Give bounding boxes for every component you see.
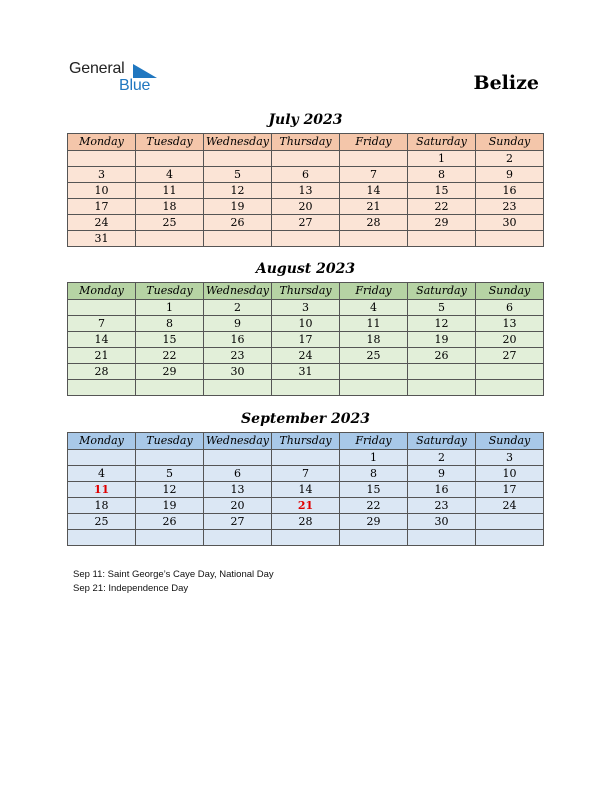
day-cell: 28 — [272, 514, 340, 530]
day-cell: 15 — [408, 183, 476, 199]
weekday-header: Saturday — [408, 283, 476, 300]
week-row — [68, 183, 544, 199]
day-cell: 24 — [68, 215, 136, 231]
logo-text-blue: Blue — [119, 77, 151, 94]
day-cell — [204, 231, 272, 247]
day-cell: 5 — [204, 167, 272, 183]
day-cell: 20 — [272, 199, 340, 215]
day-cell: 5 — [408, 300, 476, 316]
day-cell — [272, 380, 340, 396]
day-cell: 24 — [476, 498, 544, 514]
month-title-july: July 2023 — [268, 112, 343, 128]
day-cell: 20 — [476, 332, 544, 348]
weekday-header: Thursday — [272, 433, 340, 450]
day-cell: 7 — [340, 167, 408, 183]
day-cell — [272, 231, 340, 247]
day-cell: 30 — [476, 215, 544, 231]
day-cell: 27 — [272, 215, 340, 231]
day-cell: 27 — [204, 514, 272, 530]
day-cell — [68, 450, 136, 466]
week-row — [68, 167, 544, 183]
day-cell — [68, 300, 136, 316]
day-cell: 3 — [272, 300, 340, 316]
day-cell: 3 — [68, 167, 136, 183]
weekday-header-row — [68, 134, 544, 151]
day-cell: 8 — [408, 167, 476, 183]
day-cell — [408, 530, 476, 546]
day-cell: 18 — [136, 199, 204, 215]
day-cell: 11 — [136, 183, 204, 199]
weekday-header: Tuesday — [136, 433, 204, 450]
day-cell: 4 — [340, 300, 408, 316]
day-cell: 10 — [476, 466, 544, 482]
day-cell: 8 — [136, 316, 204, 332]
weekday-header: Monday — [68, 134, 136, 151]
weekday-header: Monday — [68, 433, 136, 450]
week-row — [68, 466, 544, 482]
calendar-july — [67, 133, 544, 247]
day-cell: 31 — [272, 364, 340, 380]
day-cell: 26 — [408, 348, 476, 364]
day-cell — [408, 231, 476, 247]
week-row — [68, 530, 544, 546]
month-title-august: August 2023 — [255, 261, 356, 277]
day-cell: 18 — [68, 498, 136, 514]
day-cell: 26 — [136, 514, 204, 530]
weekday-header: Wednesday — [204, 134, 272, 151]
day-cell — [476, 514, 544, 530]
day-cell: 17 — [68, 199, 136, 215]
day-cell — [204, 530, 272, 546]
weekday-header: Wednesday — [204, 283, 272, 300]
day-cell — [136, 380, 204, 396]
day-cell: 24 — [272, 348, 340, 364]
day-cell: 16 — [408, 482, 476, 498]
day-cell — [204, 380, 272, 396]
day-cell: 15 — [136, 332, 204, 348]
weekday-header: Friday — [340, 134, 408, 151]
day-cell — [68, 530, 136, 546]
day-cell: 20 — [204, 498, 272, 514]
week-row — [68, 199, 544, 215]
weekday-header: Thursday — [272, 134, 340, 151]
day-cell — [272, 530, 340, 546]
weekday-header: Thursday — [272, 283, 340, 300]
day-cell: 16 — [204, 332, 272, 348]
calendar-september — [67, 432, 544, 546]
holiday-note: Sep 21: Independence Day — [73, 583, 189, 594]
day-cell: 12 — [204, 183, 272, 199]
day-cell: 28 — [68, 364, 136, 380]
day-cell: 10 — [68, 183, 136, 199]
weekday-header: Saturday — [408, 433, 476, 450]
day-cell: 23 — [476, 199, 544, 215]
holiday-notes — [73, 568, 274, 596]
day-cell: 2 — [476, 151, 544, 167]
day-cell — [272, 450, 340, 466]
day-cell: 25 — [68, 514, 136, 530]
day-cell: 4 — [68, 466, 136, 482]
weekday-header: Tuesday — [136, 283, 204, 300]
day-cell: 23 — [408, 498, 476, 514]
day-cell: 2 — [408, 450, 476, 466]
day-cell — [476, 380, 544, 396]
day-cell: 12 — [136, 482, 204, 498]
weekday-header: Friday — [340, 283, 408, 300]
week-row — [68, 482, 544, 498]
day-cell: 1 — [340, 450, 408, 466]
day-cell: 1 — [408, 151, 476, 167]
holiday-day-cell: 11 — [68, 482, 136, 498]
week-row — [68, 380, 544, 396]
day-cell: 9 — [204, 316, 272, 332]
day-cell: 6 — [476, 300, 544, 316]
day-cell — [204, 151, 272, 167]
day-cell: 22 — [408, 199, 476, 215]
day-cell: 18 — [340, 332, 408, 348]
day-cell — [340, 364, 408, 380]
logo-text-general: General — [69, 60, 125, 77]
day-cell — [340, 530, 408, 546]
logo-triangle-icon — [133, 64, 157, 78]
day-cell — [204, 450, 272, 466]
week-row — [68, 300, 544, 316]
day-cell: 28 — [340, 215, 408, 231]
week-row — [68, 215, 544, 231]
day-cell: 5 — [136, 466, 204, 482]
day-cell: 6 — [204, 466, 272, 482]
day-cell: 14 — [272, 482, 340, 498]
day-cell: 17 — [476, 482, 544, 498]
day-cell: 30 — [408, 514, 476, 530]
day-cell: 11 — [340, 316, 408, 332]
day-cell: 7 — [272, 466, 340, 482]
day-cell: 1 — [136, 300, 204, 316]
day-cell: 14 — [340, 183, 408, 199]
day-cell: 13 — [272, 183, 340, 199]
day-cell: 31 — [68, 231, 136, 247]
weekday-header: Wednesday — [204, 433, 272, 450]
day-cell: 27 — [476, 348, 544, 364]
day-cell: 16 — [476, 183, 544, 199]
day-cell: 19 — [204, 199, 272, 215]
day-cell: 15 — [340, 482, 408, 498]
day-cell: 14 — [68, 332, 136, 348]
day-cell: 30 — [204, 364, 272, 380]
day-cell: 9 — [476, 167, 544, 183]
week-row — [68, 151, 544, 167]
day-cell: 29 — [408, 215, 476, 231]
day-cell: 3 — [476, 450, 544, 466]
week-row — [68, 348, 544, 364]
day-cell — [408, 380, 476, 396]
weekday-header: Friday — [340, 433, 408, 450]
day-cell — [136, 151, 204, 167]
day-cell: 25 — [136, 215, 204, 231]
day-cell: 22 — [136, 348, 204, 364]
week-row — [68, 364, 544, 380]
weekday-header-row — [68, 433, 544, 450]
week-row — [68, 316, 544, 332]
country-title: Belize — [473, 72, 539, 94]
weekday-header: Monday — [68, 283, 136, 300]
day-cell: 29 — [136, 364, 204, 380]
day-cell: 23 — [204, 348, 272, 364]
day-cell: 2 — [204, 300, 272, 316]
holiday-day-cell: 21 — [272, 498, 340, 514]
day-cell: 8 — [340, 466, 408, 482]
weekday-header: Tuesday — [136, 134, 204, 151]
day-cell: 21 — [340, 199, 408, 215]
day-cell: 7 — [68, 316, 136, 332]
day-cell: 12 — [408, 316, 476, 332]
day-cell: 4 — [136, 167, 204, 183]
week-row — [68, 450, 544, 466]
month-title-september: September 2023 — [241, 411, 370, 427]
day-cell — [68, 380, 136, 396]
day-cell — [340, 151, 408, 167]
day-cell — [476, 231, 544, 247]
logo — [69, 60, 159, 96]
week-row — [68, 231, 544, 247]
week-row — [68, 514, 544, 530]
day-cell: 19 — [136, 498, 204, 514]
week-row — [68, 332, 544, 348]
day-cell — [340, 380, 408, 396]
day-cell: 9 — [408, 466, 476, 482]
day-cell — [476, 530, 544, 546]
day-cell: 26 — [204, 215, 272, 231]
day-cell: 17 — [272, 332, 340, 348]
weekday-header: Saturday — [408, 134, 476, 151]
weekday-header-row — [68, 283, 544, 300]
weekday-header: Sunday — [476, 283, 544, 300]
day-cell — [340, 231, 408, 247]
day-cell: 22 — [340, 498, 408, 514]
day-cell — [476, 364, 544, 380]
weekday-header: Sunday — [476, 134, 544, 151]
day-cell: 25 — [340, 348, 408, 364]
day-cell: 6 — [272, 167, 340, 183]
day-cell — [136, 450, 204, 466]
day-cell: 10 — [272, 316, 340, 332]
day-cell: 13 — [476, 316, 544, 332]
day-cell — [408, 364, 476, 380]
day-cell: 29 — [340, 514, 408, 530]
weekday-header: Sunday — [476, 433, 544, 450]
day-cell — [272, 151, 340, 167]
day-cell: 19 — [408, 332, 476, 348]
day-cell — [136, 530, 204, 546]
day-cell: 21 — [68, 348, 136, 364]
day-cell: 13 — [204, 482, 272, 498]
day-cell — [68, 151, 136, 167]
calendar-august — [67, 282, 544, 396]
week-row — [68, 498, 544, 514]
day-cell — [136, 231, 204, 247]
holiday-note: Sep 11: Saint George’s Caye Day, National Day — [73, 569, 274, 580]
